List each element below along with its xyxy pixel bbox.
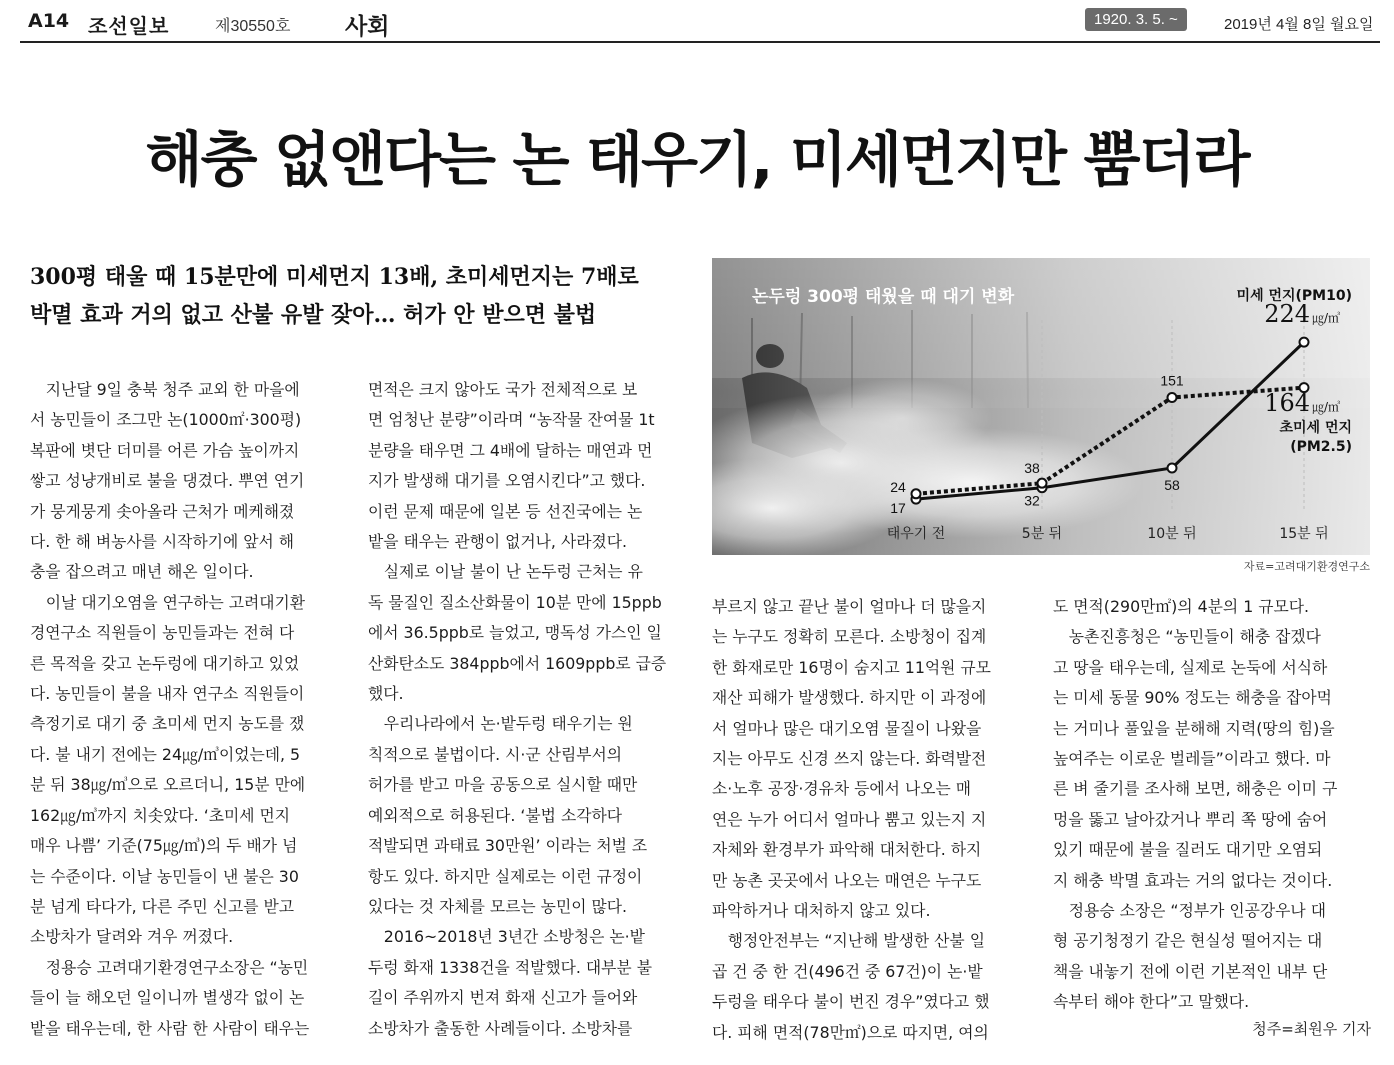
pm25-point — [912, 489, 921, 498]
pm25-value-label: 151 — [1160, 372, 1184, 389]
paragraph: 농촌진흥청은 “농민들이 해충 잡겠다 고 땅을 태우는데, 실제로 논둑에 서식하 는 미세 동물 90% 정도는 해충을 잡아먹 는 거미나 풀잎을 분해해 지력(땅의 힘)을 높여주는 이로운 벌레들”이라고 했다. 마 른 벼 줄기를 조사해 보면, 해충은 이미 구 멍을 뚫고 날아갔거나 뿌리 쪽 땅에 숨어 있기 때문에 불을 질러도 대기만 오염되 지 해충 박멸 효과는 거의 없다는 것이다. — [1053, 627, 1338, 890]
newspaper-name: 조선일보 — [88, 14, 170, 38]
x-tick-label: 5분 뒤 — [1021, 526, 1063, 542]
paragraph: 부르지 않고 끝난 불이 얼마나 더 많을지 는 누구도 정확히 모른다. 소방청이 집계 한 화재로만 16명이 숨지고 11억원 규모 재산 피해가 발생했다. 하지만 이 과정에 서 얼마나 많은 대기오염 물질이 나왔을 지는 아무도 신경 쓰지 않는다. 화력발전 소·노후 공장·경유차 등에서 나오는 매 연은 누가 어디서 얼마나 뿜고 있는지 지 자체와 환경부가 파악해 대처한다. 하지 만 농촌 곳곳에서 나오는 매연은 누구도 파악하거나 대처하지 않고 있다. — [712, 597, 991, 921]
pm25-end-value: 164 — [1264, 389, 1310, 417]
byline: 청주=최원우 기자 — [1252, 1020, 1371, 1038]
chart-graphic — [712, 258, 1370, 555]
pm25-point — [1168, 393, 1177, 402]
subhead: 박멸 효과 거의 없고 산불 유발 잦아… 허가 안 받으면 불법 — [30, 302, 597, 328]
header-rule — [20, 41, 1380, 43]
paragraph: 2016~2018년 3년간 소방청은 논·밭 두렁 화재 1338건을 적발했다. 대부분 불 길이 주위까지 번져 화재 신고가 들어와 소방차가 출동한 사례들이다. 소방차를 — [368, 927, 652, 1038]
pm10-value-label: 58 — [1164, 477, 1180, 494]
article-column-4 — [1053, 592, 1371, 1018]
issue-number: 제30550호 — [215, 18, 291, 35]
paragraph: 정용승 고려대기환경연구소장은 “농민 들이 늘 해오던 일이니까 별생각 없이 논 밭을 태우는데, 한 사람 한 사람이 태우는 — [30, 957, 310, 1038]
pm10-value-label: 32 — [1024, 492, 1040, 509]
page-number: A14 — [28, 10, 70, 32]
pm25-value-label: 38 — [1024, 460, 1040, 477]
pm10-point — [1168, 464, 1177, 473]
article-column-3 — [712, 592, 1030, 1048]
paragraph: 이날 대기오염을 연구하는 고려대기환 경연구소 직원들이 농민들과는 전혀 다 른 목적을 갖고 논두렁에 대기하고 있었 다. 농민들이 불을 내자 연구소 직원들이 측정기로 대기 중 초미세 먼지 농도를 쟀 다. 불 내기 전에는 24㎍/㎥이었는데, 5 분 뒤 38㎍/㎥으로 오르더니, 15분 만에 162㎍/㎥까지 치솟았다. ‘초미세 먼지 매우 나쁨’ 기준(75㎍/㎥)의 두 배가 넘 는 수준이다. 이날 농민들이 낸 불은 30 분 넘게 타다가, 다른 주민 신고를 받고 소방차가 달려와 겨우 꺼졌다. — [30, 592, 306, 947]
pm25-value-label: 24 — [890, 478, 906, 495]
pm10-end-value: 224 — [1264, 300, 1310, 328]
x-tick-label: 태우기 전 — [886, 526, 946, 542]
x-tick-label: 15분 뒤 — [1279, 526, 1329, 542]
chart-title: 논두렁 300평 태웠을 때 대기 변화 — [752, 287, 1015, 307]
section-title: 사회 — [345, 14, 390, 40]
paragraph: 면적은 크지 않아도 국가 전체적으로 보 면 엄청난 분량”이라며 “농작물 잔여물 1t 분량을 태우면 그 4배에 달하는 매연과 먼 지가 발생해 대기를 오염시킨다”고 했다. 이런 문제 때문에 일본 등 선진국에는 논 밭을 태우는 관행이 없거나, 사라졌다. — [368, 380, 655, 552]
article-column-1 — [30, 375, 348, 1044]
issue-date: 2019년 4월 8일 월요일 — [1224, 16, 1374, 33]
paragraph: 실제로 이날 불이 난 논두렁 근처는 유 독 물질인 질소산화물이 10분 만에 15ppb 에서 36.5ppb로 늘었고, 맹독성 가스인 일 산화탄소도 384ppb에서 1609ppb로 급증 했다. — [368, 562, 667, 704]
paragraph: 행정안전부는 “지난해 발생한 산불 일 곱 건 중 한 건(496건 중 67건)이 논·밭 두렁을 태우다 불이 번진 경우”였다고 했 다. 피해 면적(78만㎡)으로 따지면, 여의 — [712, 931, 990, 1042]
article-column-2 — [368, 375, 688, 1044]
x-tick-label: 10분 뒤 — [1147, 526, 1197, 542]
pm25-point — [1038, 479, 1047, 488]
chart-source: 자료=고려대기환경연구소 — [1243, 560, 1370, 573]
founded-badge: 1920. 3. 5. ~ — [1085, 8, 1187, 31]
paragraph: 우리나라에서 논·밭두렁 태우기는 원 칙적으로 불법이다. 시·군 산림부서의 허가를 받고 마을 공동으로 실시할 때만 예외적으로 허용된다. ‘불법 소각하다 적발되면 과태료 30만원’ 이라는 처벌 조 항도 있다. 하지만 실제로는 이런 규정이 있다는 것 자체를 모르는 농민이 많다. — [368, 714, 648, 916]
unit-label: ㎍/㎥ — [1312, 311, 1341, 325]
air-quality-chart — [712, 258, 1370, 555]
unit-label: ㎍/㎥ — [1312, 400, 1341, 414]
pm25-series-label: 초미세 먼지 — [1279, 420, 1352, 436]
pm10-series-label: 미세 먼지(PM10) — [1236, 288, 1352, 304]
subhead: 300평 태울 때 15분만에 미세먼지 13배, 초미세먼지는 7배로 — [30, 264, 639, 290]
paragraph: 도 면적(290만㎡)의 4분의 1 규모다. — [1053, 597, 1310, 616]
page-header — [20, 6, 1380, 38]
pm10-value-label: 17 — [890, 500, 906, 517]
paragraph: 정용승 소장은 “정부가 인공강우나 대 형 공기청정기 같은 현실성 떨어지는 대 책을 내놓기 전에 이런 기본적인 내부 단 속부터 해야 한다”고 말했다. — [1053, 901, 1328, 1012]
headline: 해충 없앤다는 논 태우기, 미세먼지만 뿜더라 — [145, 125, 1249, 194]
pm10-point — [1300, 338, 1309, 347]
paragraph: 지난달 9일 충북 청주 교외 한 마을에 서 농민들이 조그만 논(1000㎡·300평) 복판에 볏단 더미를 어른 가슴 높이까지 쌓고 성냥개비로 불을 댕겼다. 뿌연 연기 가 뭉게뭉게 솟아올라 근처가 메케해졌 다. 한 해 벼농사를 시작하기에 앞서 해 충을 잡으려고 매년 해온 일이다. — [30, 380, 305, 582]
pm25-series-label: (PM2.5) — [1290, 439, 1352, 455]
